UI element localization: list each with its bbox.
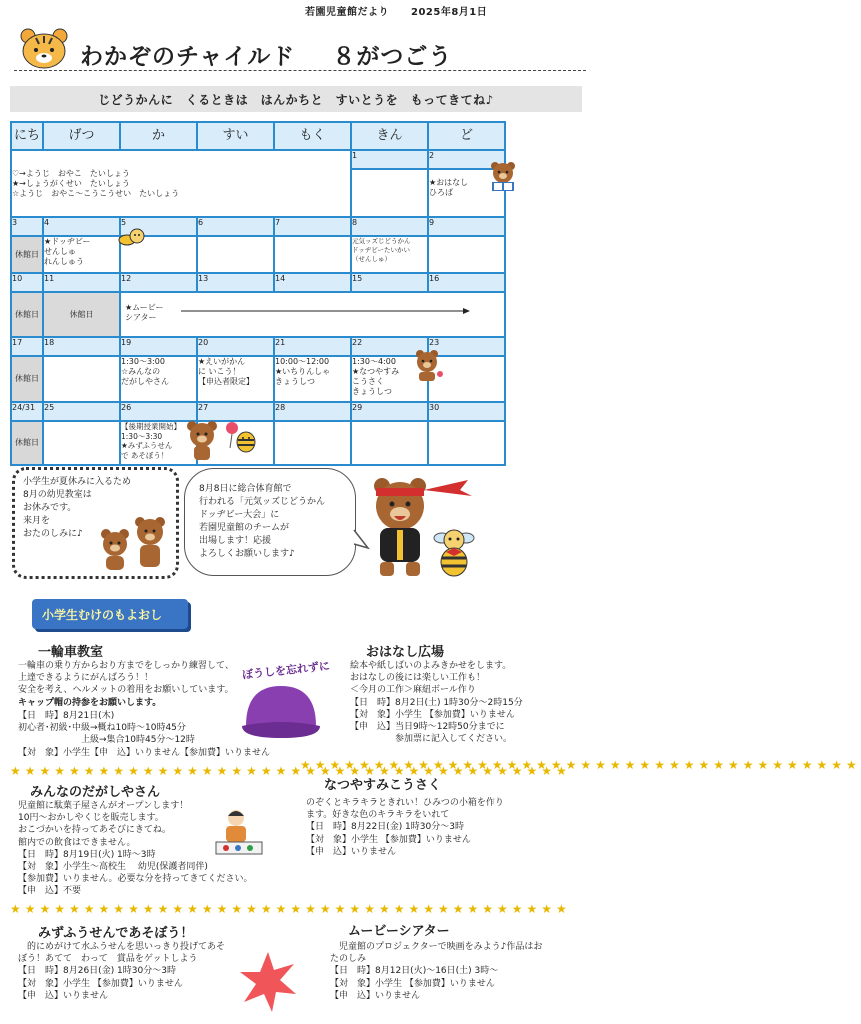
day-number: 4 bbox=[43, 217, 120, 236]
event-title: ムービーシアター bbox=[348, 924, 450, 939]
day-cell bbox=[428, 421, 505, 465]
day-number: 2 bbox=[428, 150, 505, 169]
day-number: 19 bbox=[120, 337, 197, 356]
day-number: 21 bbox=[274, 337, 351, 356]
title-issue: ８がつごう bbox=[332, 44, 453, 70]
event-title: みんなのだがしやさん bbox=[30, 785, 161, 800]
event-body: 絵本や紙しばいのよみきかせをします。 おはなしの後には楽しい工作も！ ＜今月の工作＞麻紐ボール作り 【日 時】8月2日(土) 1時30分～2時15分 【対 象】小学生 【参加費】いりません 【申 込】当日9時～12時50分までに 参加票に記入してください。 bbox=[350, 661, 523, 745]
newsletter-header bbox=[305, 3, 487, 18]
day-number: 17 bbox=[11, 337, 43, 356]
day-number: 26 bbox=[120, 402, 197, 421]
event-body: のぞくとキラキラときれい！ひみつの小箱を作り ます。好きな色のキラキラをいれて 【日 時】8月22日(金) 1時30分～3時 【対 象】小学生 【参加費】いりません 【申 込】いりません bbox=[306, 798, 504, 857]
speech-bubble bbox=[184, 468, 356, 576]
calendar-legend bbox=[11, 150, 351, 217]
closed-label: 休館日 bbox=[11, 292, 43, 337]
weekday-thu: もく bbox=[274, 122, 351, 150]
day-event: 【後期授業開始】 1:30～3:30 ★みずふうせん で あそぼう！ bbox=[120, 421, 197, 465]
day-number: 25 bbox=[43, 402, 120, 421]
purple-cap-icon bbox=[238, 678, 324, 744]
tiger-face-icon bbox=[18, 26, 70, 70]
closed-label: 休館日 bbox=[11, 356, 43, 402]
two-bears-icon bbox=[96, 516, 174, 574]
day-event: 1:30～3:00 ☆みんなの だがしやさん bbox=[120, 356, 197, 402]
speech-bubble-text: 8月8日に総合体育館で 行われる「元気ッズじどうかん ドッヂビー大会」に 若園児童館のチームが 出場します！応援 よろしくお願いします♪ bbox=[199, 484, 326, 559]
day-event: ★えいがかん に いこう！ 【申込者限定】 bbox=[197, 356, 274, 402]
event-body: 的にめがけて水ふうせんを思いっきり投げてあそ ぼう！あてて わって 賞品をゲットしよう 【日 時】8月26日(金) 1時30分～3時 【対 象】小学生 【参加費】いりません 【申 込】いりません bbox=[18, 942, 226, 1001]
weekday-mon: げつ bbox=[43, 122, 120, 150]
closed-label: 休館日 bbox=[11, 421, 43, 465]
shopkeeper-icon bbox=[212, 806, 264, 858]
day-number: 30 bbox=[428, 402, 505, 421]
weekday-fri: きん bbox=[351, 122, 428, 150]
day-event: 1:30～4:00 ★なつやすみ こうさく きょうしつ bbox=[351, 356, 428, 402]
day-cell bbox=[274, 236, 351, 273]
weekday-tue: か bbox=[120, 122, 197, 150]
day-number: 13 bbox=[197, 273, 274, 292]
event-title: みずふうせんであそぼう！ bbox=[38, 926, 194, 941]
title-main: わかぞのチャイルド bbox=[80, 44, 296, 70]
event-details: 【日 時】8月21日(木) 初心者･初級･中級→概ね10時～10時45分 上級→集合10時45分～12時 【対 象】小学生【申 込】いりません【参加費】いりません bbox=[18, 711, 271, 758]
newsletter-date: 2025年8月1日 bbox=[410, 7, 488, 18]
day-number: 7 bbox=[274, 217, 351, 236]
event-title: なつやすみこうさく bbox=[324, 778, 442, 793]
day-event: 元気ッズじどうかん ドッヂビーたいかい （せんしゅ） bbox=[351, 236, 428, 273]
event-calendar bbox=[10, 121, 506, 466]
page-title bbox=[80, 38, 452, 71]
day-number: 14 bbox=[274, 273, 351, 292]
bear-balloon-icon bbox=[186, 418, 266, 468]
day-cell bbox=[197, 236, 274, 273]
day-number: 16 bbox=[428, 273, 505, 292]
weekday-header-row bbox=[11, 122, 505, 150]
day-number: 20 bbox=[197, 337, 274, 356]
info-box-text: 小学生が夏休みに入るため 8月の幼児教室は お休みです。 来月を おたのしみに♪ bbox=[23, 477, 132, 539]
day-cell bbox=[351, 169, 428, 217]
event-body: 児童館のプロジェクターで映画をみよう♪作品はお たのしみ 【日 時】8月12日(火)～16日(土) 3時～ 【対 象】小学生 【参加費】いりません 【申 込】いりません bbox=[330, 942, 543, 1001]
newsletter-name: 若園児童館だより bbox=[305, 7, 389, 18]
day-number: 22 bbox=[351, 337, 428, 356]
legend-line: ★→しょうがくせい たいしょう bbox=[12, 178, 130, 188]
day-number: 28 bbox=[274, 402, 351, 421]
weekday-sat: ど bbox=[428, 122, 505, 150]
day-cell bbox=[428, 236, 505, 273]
hat-caption: ぼうしを忘れずに bbox=[241, 659, 331, 682]
bee-mascot-icon bbox=[432, 524, 476, 580]
day-number: 11 bbox=[43, 273, 120, 292]
day-event: ★ムービー シアター bbox=[125, 303, 164, 322]
event-body: 児童館に駄菓子屋さんがオープンします！ 10円～おかしやくじを販売します。 おこづかいを持ってあそびにきてね。 館内での飲食はできません。 【日 時】8月19日(火) 1時～3時 【対 象】小学生～高校生 幼児(保護者同伴) 【参加費】いりません。必要な分を持ってきてください。 【申 込】不要 bbox=[18, 801, 253, 897]
closed-day-cell: 休館日 bbox=[43, 292, 120, 337]
water-balloon-splash-icon bbox=[238, 950, 298, 1014]
weekday-wed: すい bbox=[197, 122, 274, 150]
day-cell bbox=[274, 421, 351, 465]
day-number: 8 bbox=[351, 217, 428, 236]
event-note: キャップ帽の持参をお願いします。 bbox=[18, 698, 162, 708]
day-number: 3 bbox=[11, 217, 43, 236]
day-event: ★おはなし ひろば bbox=[428, 169, 505, 217]
weekday-sun: にち bbox=[11, 122, 43, 150]
day-number: 1 bbox=[351, 150, 428, 169]
day-cell bbox=[351, 421, 428, 465]
legend-line: ♡→ようじ おやこ たいしょう bbox=[12, 168, 130, 178]
day-cell bbox=[43, 356, 120, 402]
day-number: 27 bbox=[197, 402, 274, 421]
star-divider: ★★★★★★★★★★★★★★★★★★★★★★★★★★★★★★★★★★★★★★ bbox=[10, 764, 571, 778]
title-divider bbox=[14, 70, 586, 71]
day-cell bbox=[43, 421, 120, 465]
arrow-icon bbox=[181, 307, 471, 315]
closed-label: 休館日 bbox=[11, 236, 43, 273]
day-number: 23 bbox=[428, 337, 505, 356]
day-number: 29 bbox=[351, 402, 428, 421]
bear-reading-icon bbox=[486, 160, 520, 192]
day-event: ★ドッヂビー せんしゅ れんしゅう bbox=[43, 236, 120, 273]
day-number: 24/31 bbox=[11, 402, 43, 421]
section-tag: 小学生むけのもよおし bbox=[32, 599, 188, 629]
day-number: 12 bbox=[120, 273, 197, 292]
event-body: 一輪車の乗り方からおり方までをしっかり練習して、 上達できるようにがんばろう！！ 安全を考え、ヘルメットの着用をお願いしています。 bbox=[18, 661, 234, 696]
notice-banner: じどうかんに くるときは はんかちと すいとうを もってきてね♪ bbox=[10, 86, 582, 112]
day-number: 18 bbox=[43, 337, 120, 356]
day-number: 5 bbox=[120, 217, 197, 236]
day-number: 15 bbox=[351, 273, 428, 292]
event-title: おはなし広場 bbox=[366, 645, 445, 660]
day-number: 9 bbox=[428, 217, 505, 236]
legend-line: ☆ようじ おやこ～こうこうせい たいしょう bbox=[12, 188, 180, 198]
event-title: 一輪車教室 bbox=[38, 645, 104, 660]
star-divider: ★★★★★★★★★★★★★★★★★★★★★★★★★★★★★★★★★★★★★★ bbox=[10, 902, 571, 916]
bear-crafting-icon bbox=[410, 348, 444, 382]
day-number: 10 bbox=[11, 273, 43, 292]
movie-theater-event bbox=[120, 292, 505, 337]
day-number: 6 bbox=[197, 217, 274, 236]
star-divider: ★★★★★★★★★★★★★★★★★★★★★★★★★★★★★★★★★★★★★★ bbox=[300, 758, 861, 772]
dodgebee-icon bbox=[118, 226, 146, 252]
day-event: 10:00～12:00 ★いちりんしゃ きょうしつ bbox=[274, 356, 351, 402]
